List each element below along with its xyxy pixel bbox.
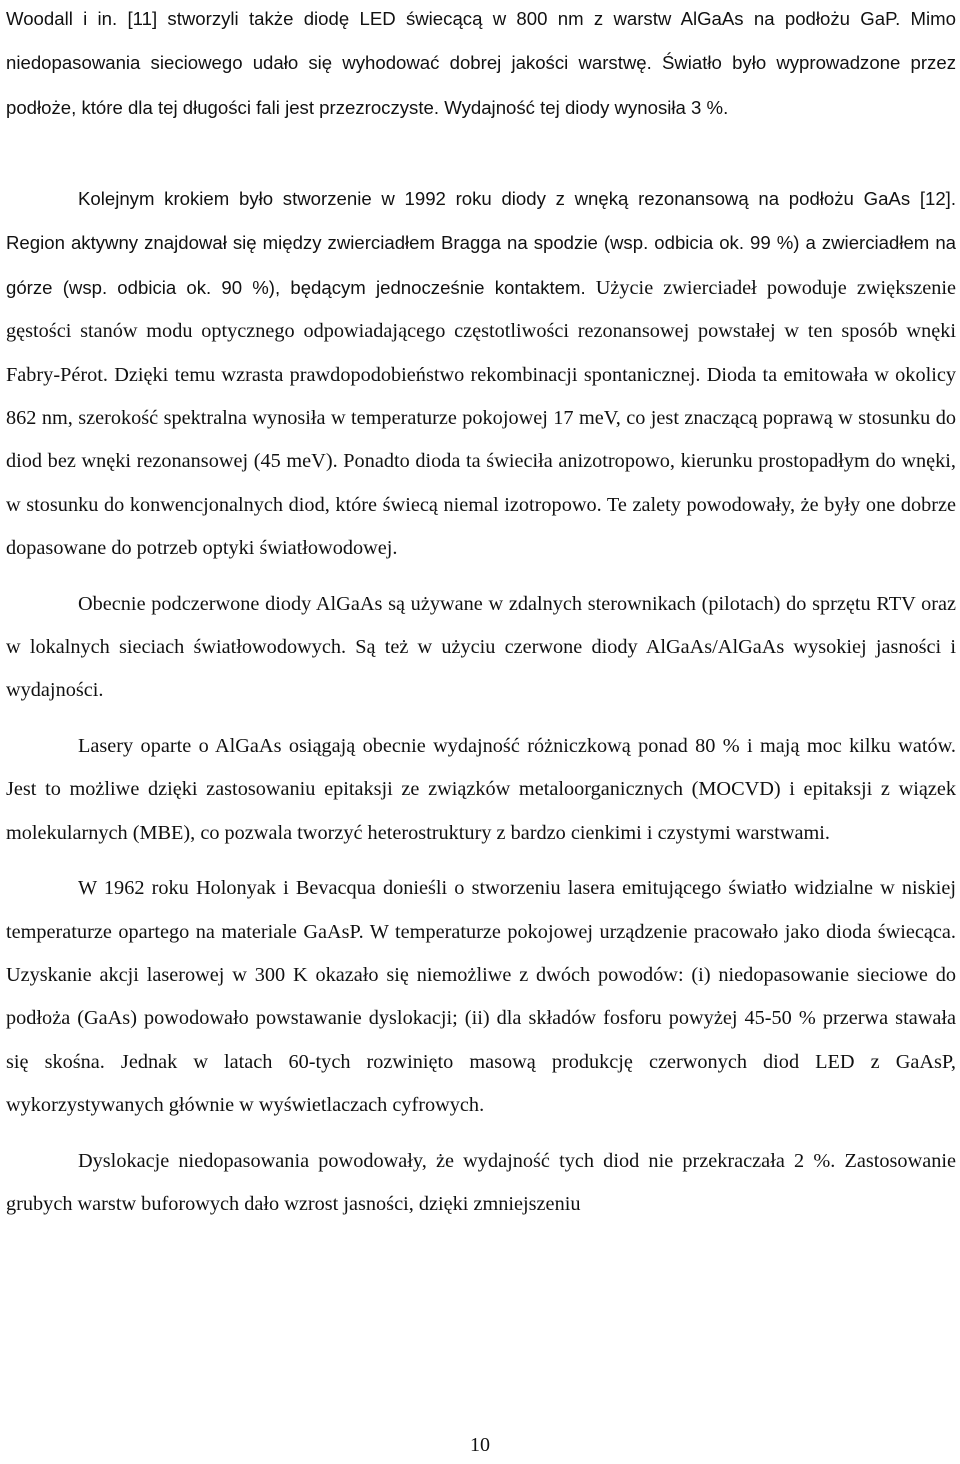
page-number: 10	[470, 1434, 490, 1456]
paragraph-algaas-lasers	[6, 725, 956, 855]
body-text-main	[6, 177, 956, 1226]
paragraph-woodall	[6, 0, 956, 130]
paragraph-resonant-cavity	[6, 177, 956, 571]
paragraph-text: Dyslokacje niedopasowania powodowały, że wydajność tych diod nie przekraczała 2 %. Zastosowanie grubych warstw buforowych dało wzrost jasności, dzięki zmniejszeniu	[6, 1149, 956, 1215]
paragraph-text: Lasery oparte o AlGaAs osiągają obecnie wydajność różniczkową ponad 80 % i mają moc kilku watów. Jest to możliwe dzięki zastosowaniu epitaksji ze związków metaloorganicznych (MOCVD) i epitaksji z wiązek molekularnych (MBE), co pozwala tworzyć heterostruktury z bardzo cienkimi i czystymi warstwami.	[6, 734, 956, 844]
paragraph-dislocations	[6, 1140, 956, 1227]
paragraph-text: Woodall i in. [11] stworzyli także diodę LED świecącą w 800 nm z warstw AlGaAs na podłożu GaP. Mimo niedopasowania sieciowego udało się wyhodować dobrej jakości warstwę. Światło było wyprowadzone przez podłoże, które dla tej długości fali jest przezroczyste. Wydajność tej diody wynosiła 3 %.	[6, 8, 956, 118]
paragraph-holonyak	[6, 867, 956, 1127]
paragraph-text: Obecnie podczerwone diody AlGaAs są używane w zdalnych sterownikach (pilotach) do sprzętu RTV oraz w lokalnych sieciach światłowodowych. Są też w użyciu czerwone diody AlGaAs/AlGaAs wysokiej jasności i wydajności.	[6, 592, 956, 702]
paragraph-lead-text: Kolejnym krokiem było stworzenie w 1992 roku diody z wnęką rezonansową na podłożu GaAs [12]. Region aktywny znajdował się między zwierciadłem Bragga na spodzie (wsp. odbicia ok. 99 %) a zwierciadłem na górze (wsp. odbicia ok. 90 %), będącym jednocześnie kontaktem.	[6, 188, 956, 298]
paragraph-text: Użycie zwierciadeł powoduje zwiększenie gęstości stanów modu optycznego odpowiadającego częstotliwości rezonansowej powstałej w ten sposób wnęki Fabry-Pérot. Dzięki temu wzrasta prawdopodobieństwo rekombinacji spontanicznej. Dioda ta emitowała w okolicy 862 nm, szerokość spektralna wynosiła w temperaturze pokojowej 17 meV, co jest znaczącą poprawą w stosunku do diod bez wnęki rezonansowej (45 meV). Ponadto dioda ta świeciła anizotropowo, kierunku prostopadłym do wnęki, w stosunku do konwencjonalnych diod, które świecą niemal izotropowo. Te zalety powodowały, że były one dobrze dopasowane do potrzeb optyki światłowodowej.	[6, 276, 957, 560]
paragraph-text: W 1962 roku Holonyak i Bevacqua donieśli o stworzeniu lasera emitującego światło widzialne w niskiej temperaturze opartego na materiale GaAsP. W temperaturze pokojowej urządzenie pracowało jako dioda świecąca. Uzyskanie akcji laserowej w 300 K okazało się niemożliwe z dwóch powodów: (i) niedopasowanie sieciowe do podłoża (GaAs) powodowało powstawanie dyslokacji; (ii) dla składów fosforu powyżej 45-50 % przerwa stawała się skośna. Jednak w latach 60-tych rozwinięto masową produkcję czerwonych diod LED z GaAsP, wykorzystywanych głównie w wyświetlaczach cyfrowych.	[6, 877, 956, 1117]
paragraph-infrared-diodes	[6, 583, 956, 713]
body-text-top	[6, 0, 956, 130]
